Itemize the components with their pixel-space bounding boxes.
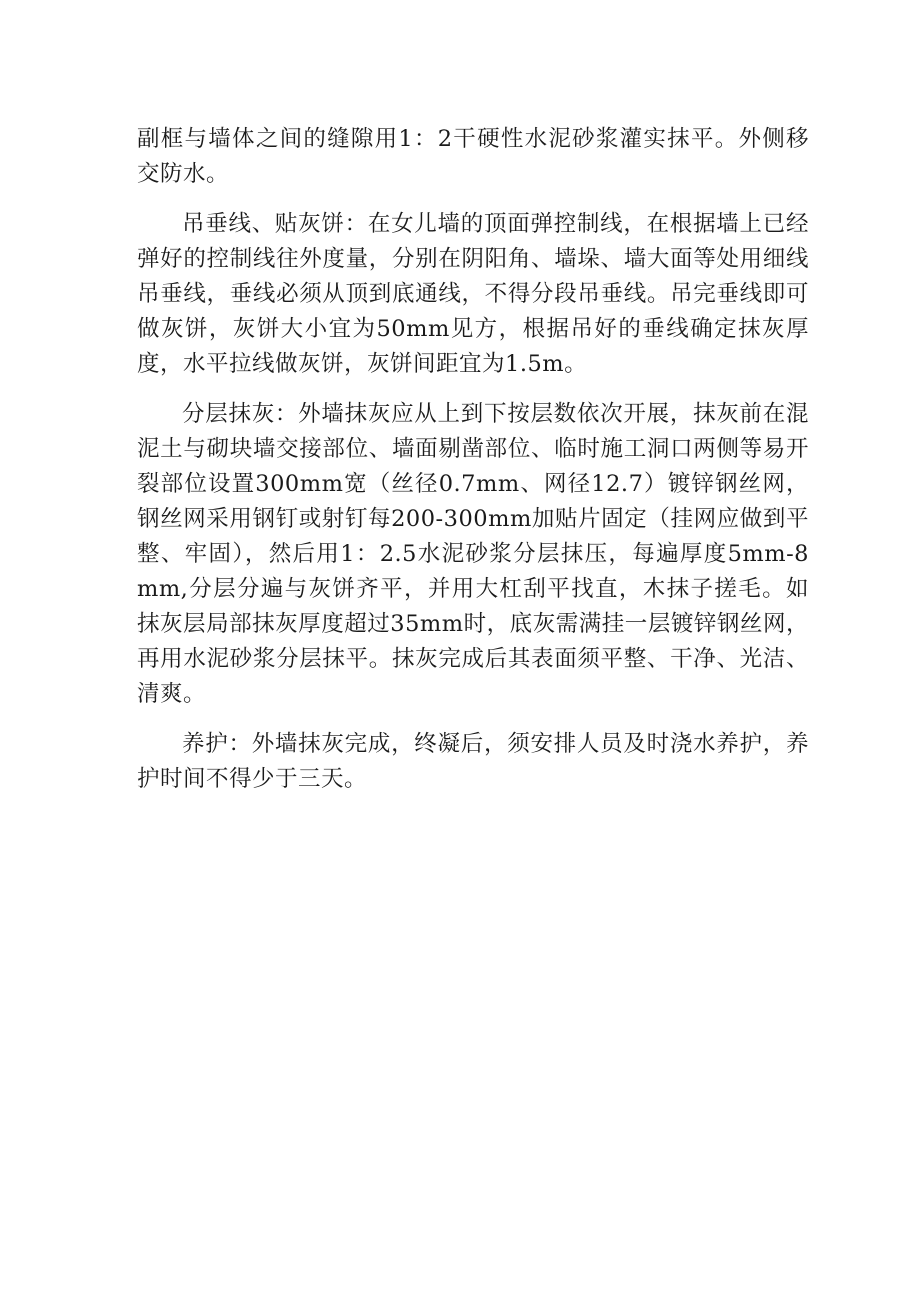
document-body <box>137 122 809 812</box>
paragraph-plumb-line: 吊垂线、贴灰饼：在女儿墙的顶面弹控制线，在根据墙上已经弹好的控制线往外度量，分别在阴阳角、墙垛、墙大面等处用细线吊垂线，垂线必须从顶到底通线，不得分段吊垂线。吊完垂线即可做灰饼，灰饼大小宜为50mm见方，根据吊好的垂线确定抹灰厚度，水平拉线做灰饼，灰饼间距宜为1.5m。 <box>137 211 809 377</box>
paragraph-frame-gap: 副框与墙体之间的缝隙用1：2干硬性水泥砂浆灌实抹平。外侧移交防水。 <box>137 126 809 187</box>
paragraph-layered-plastering: 分层抹灰：外墙抹灰应从上到下按层数依次开展，抹灰前在混泥土与砌块墙交接部位、墙面剔凿部位、临时施工洞口两侧等易开裂部位设置300mm宽（丝径0.7mm、网径12.7）镀锌钢丝网，钢丝网采用钢钉或射钉每200-300mm加贴片固定（挂网应做到平整、牢固），然后用1：2.5水泥砂浆分层抹压，每遍厚度5mm-8mm,分层分遍与灰饼齐平，并用大杠刮平找直，木抹子搓毛。如抹灰层局部抹灰厚度超过35mm时，底灰需满挂一层镀锌钢丝网，再用水泥砂浆分层抹平。抹灰完成后其表面须平整、干净、光洁、清爽。 <box>137 401 809 707</box>
paragraph-curing: 养护：外墙抹灰完成，终凝后，须安排人员及时浇水养护，养护时间不得少于三天。 <box>137 731 809 792</box>
